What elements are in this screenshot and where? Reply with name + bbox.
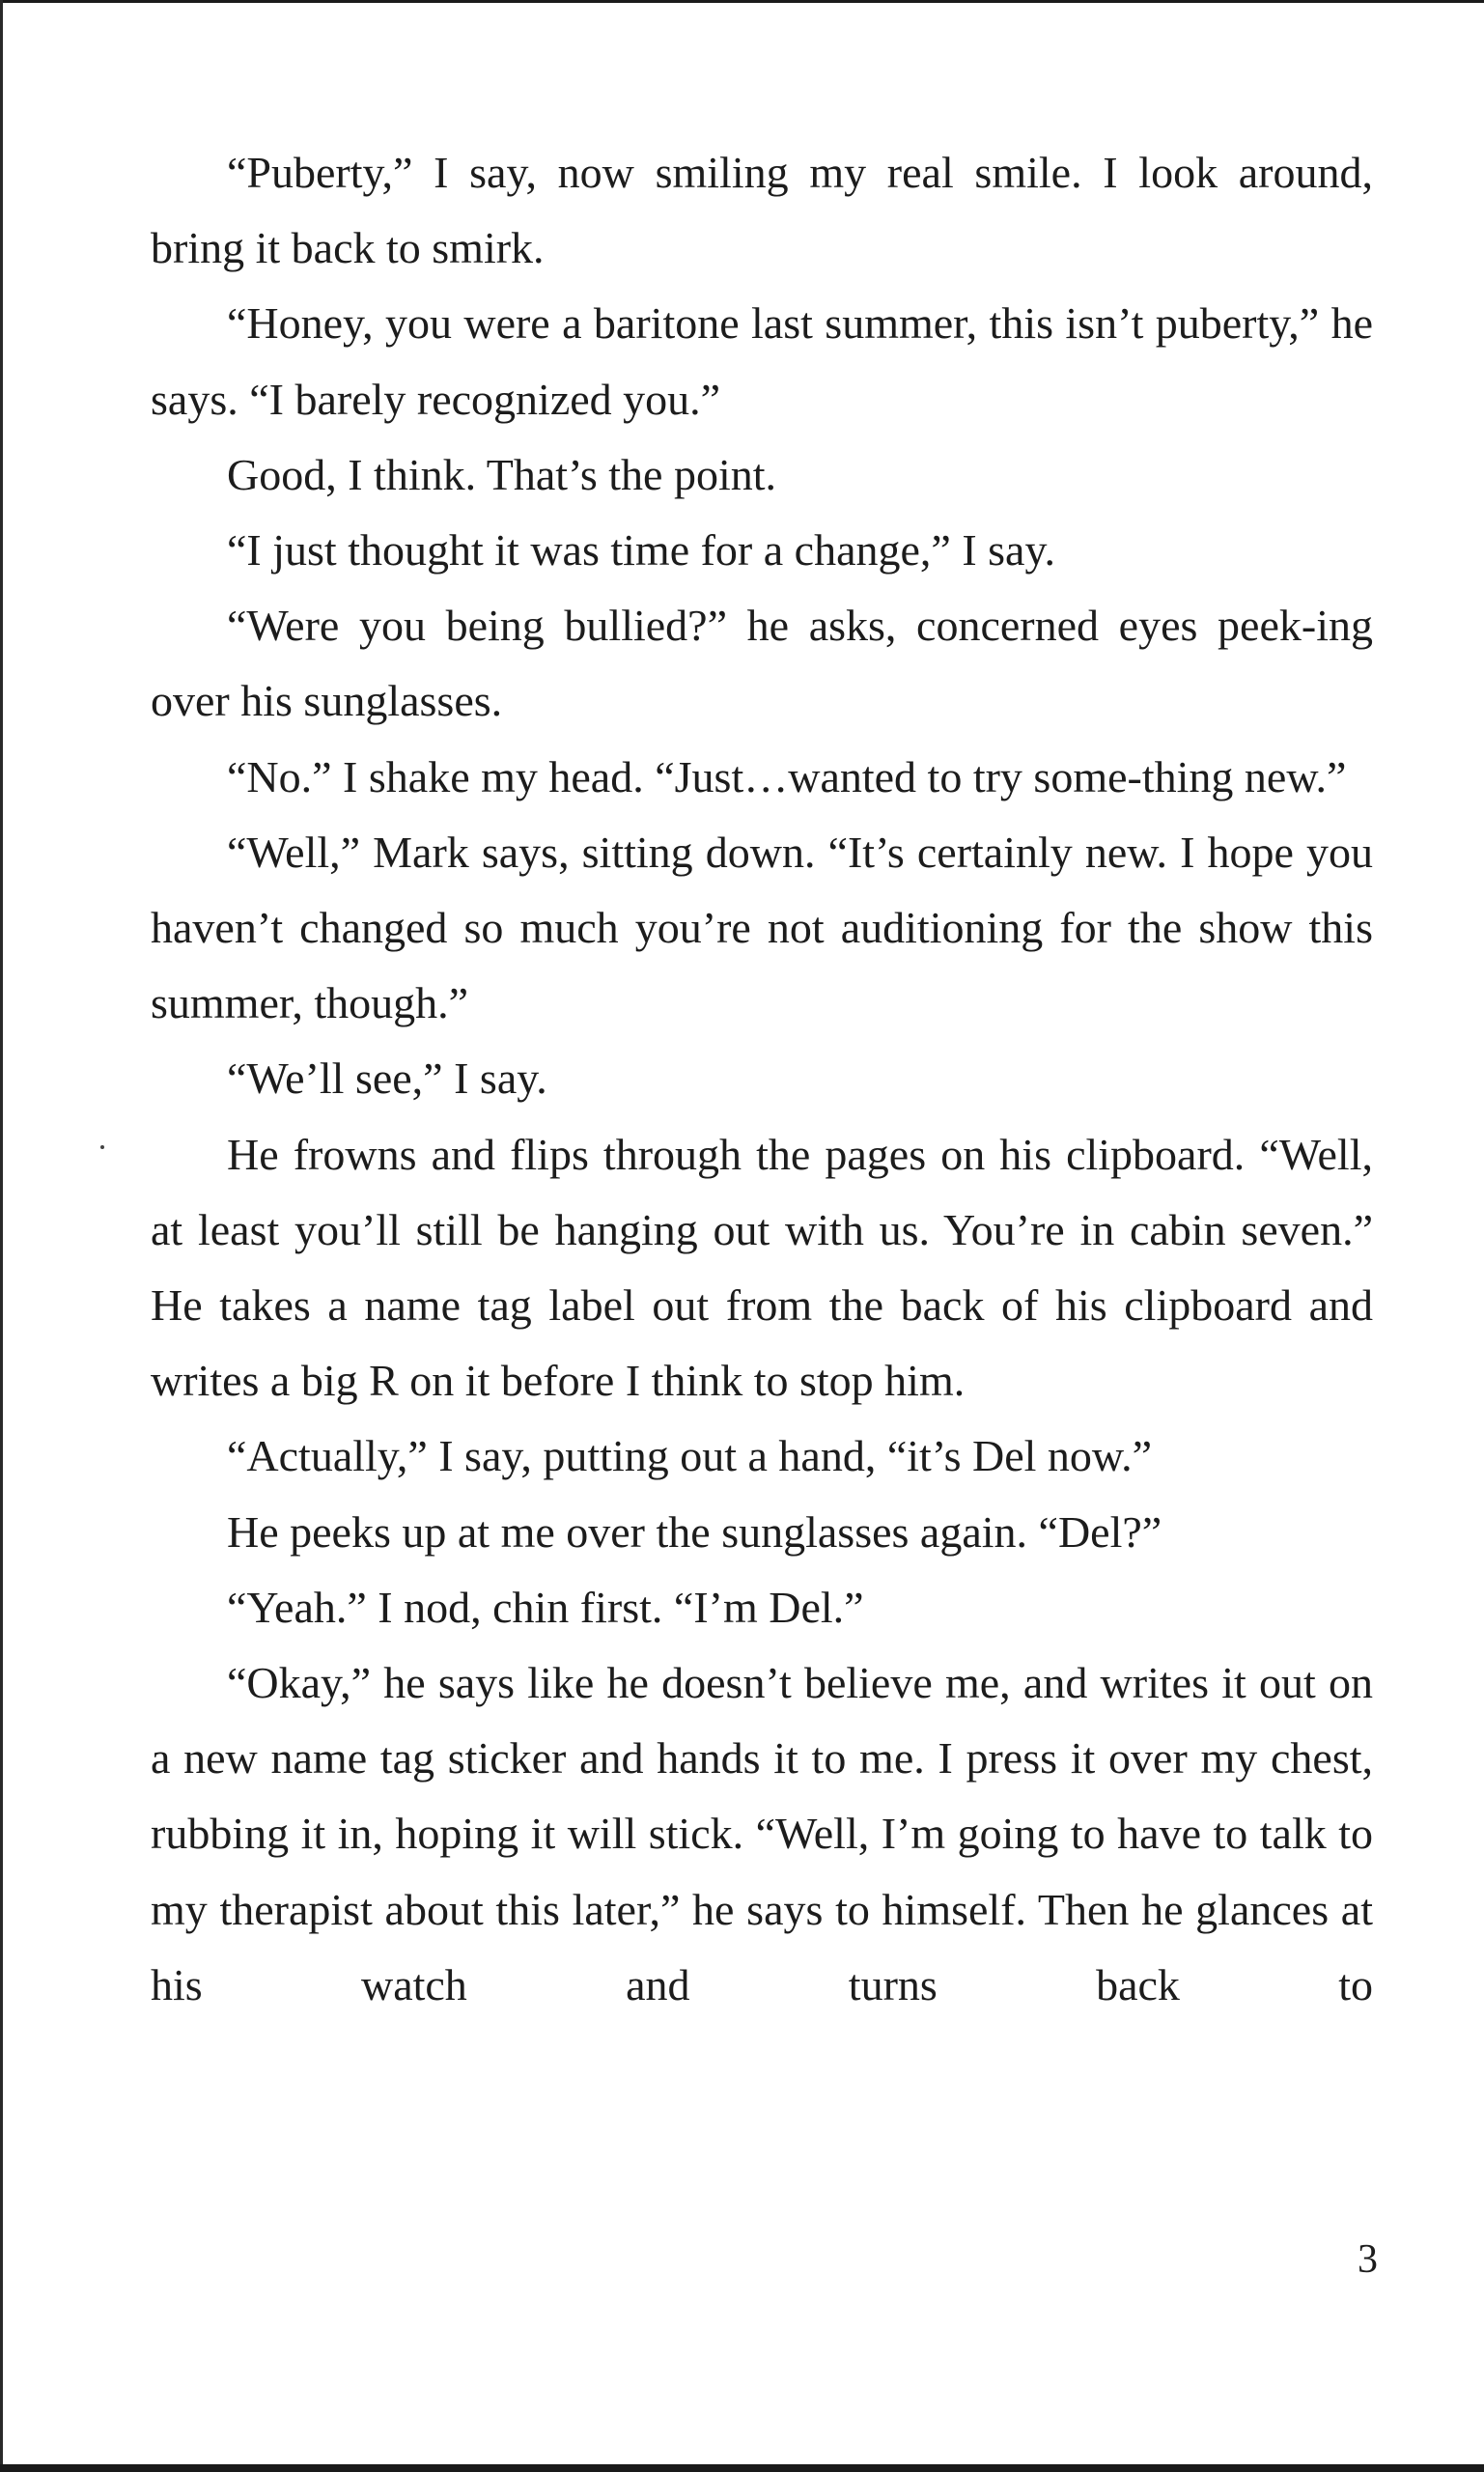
paragraph: “Were you being bullied?” he asks, concerned eyes peek-ing over his sunglasses.	[151, 601, 1373, 726]
paragraph: “Actually,” I say, putting out a hand, “it’s Del now.”	[227, 1431, 1153, 1481]
paragraph: “Okay,” he says like he doesn’t believe me, and writes it out on a new name tag sticker and hands it to me. I press it over my chest, rubbing it in, hoping it will stick. “Well, I’m going to have to talk to my therapist about this later,” he says to himself. Then he glances at his watch and turns back to	[151, 1658, 1373, 2009]
paragraph: “I just thought it was time for a change,” I say.	[227, 525, 1055, 576]
page-edge-left	[0, 0, 3, 2472]
page-edge-bottom	[0, 2464, 1484, 2472]
paragraph: He peeks up at me over the sunglasses again. “Del?”	[227, 1506, 1162, 1557]
paragraph: He frowns and flips through the pages on his clipboard. “Well, at least you’ll still be hanging out with us. You’re in cabin seven.” He takes a name tag label out from the back of his clipboard and writes a big R on it before I think to stop him.	[151, 1129, 1373, 1406]
paragraph: “Puberty,” I say, now smiling my real smile. I look around, bring it back to smirk.	[151, 148, 1373, 273]
paragraph: Good, I think. That’s the point.	[227, 449, 777, 499]
paragraph: “We’ll see,” I say.	[227, 1053, 547, 1104]
margin-speck	[100, 1145, 104, 1149]
paragraph: “Well,” Mark says, sitting down. “It’s certainly new. I hope you haven’t changed so much you’re not auditioning for the show this summer, though.”	[151, 827, 1373, 1028]
paragraph: “No.” I shake my head. “Just…wanted to try some-thing new.”	[227, 751, 1347, 801]
paragraph: “Honey, you were a baritone last summer, this isn’t puberty,” he says. “I barely recognized you.”	[151, 298, 1373, 424]
body-text	[151, 135, 1373, 2023]
page-number: 3	[1358, 2237, 1378, 2282]
page-edge-top	[0, 0, 1484, 3]
paragraph: “Yeah.” I nod, chin first. “I’m Del.”	[227, 1582, 864, 1632]
